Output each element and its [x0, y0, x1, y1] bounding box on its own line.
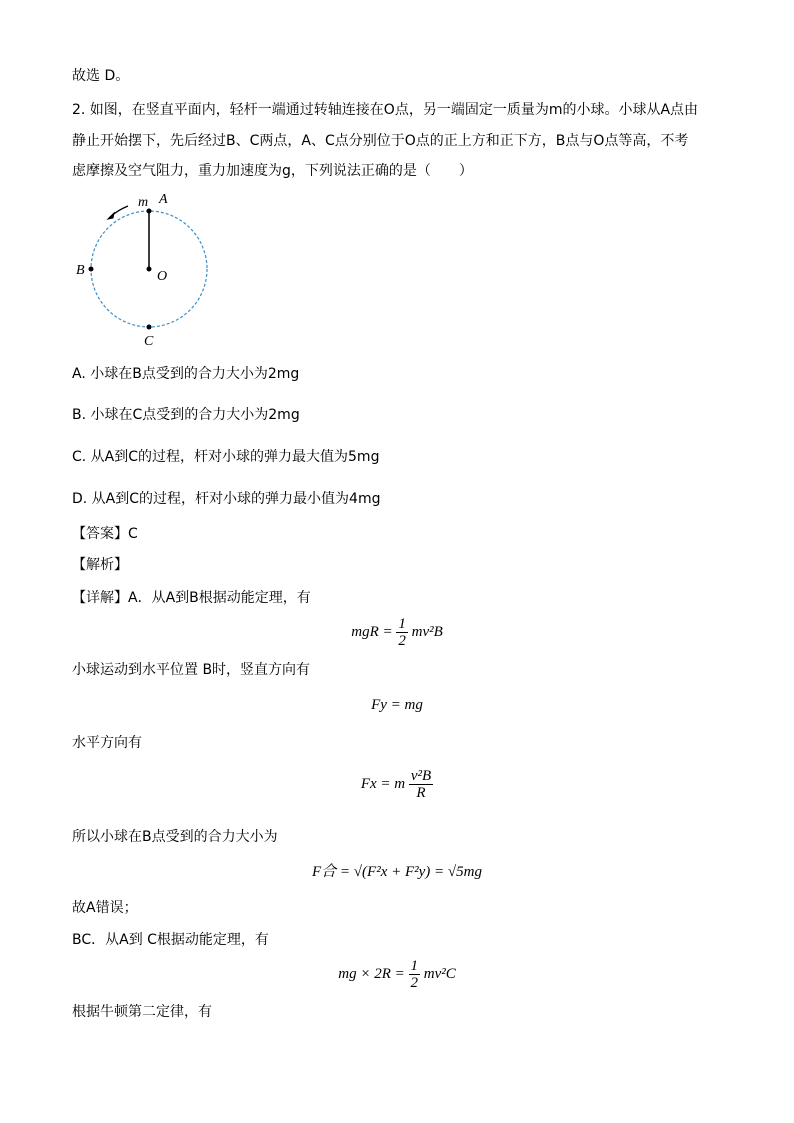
- label-O: O: [157, 269, 168, 284]
- answer-line: 【答案】C: [72, 526, 138, 542]
- label-C: C: [144, 334, 154, 348]
- pendulum-diagram: [72, 188, 222, 348]
- option-a: A. 小球在B点受到的合力大小为2mg: [72, 366, 300, 382]
- point-B: [89, 267, 94, 272]
- text-line: 故选 D。: [72, 68, 130, 84]
- detail-line: 【详解】A．从A到B根据动能定理，有: [72, 590, 311, 606]
- text-line: BC．从A到 C根据动能定理，有: [72, 932, 269, 948]
- text-line: 故A错误；: [72, 900, 138, 916]
- text-line: 水平方向有: [72, 735, 142, 751]
- text-line: 所以小球在B点受到的合力大小为: [72, 829, 278, 845]
- point-C: [147, 325, 152, 330]
- option-c: C. 从A到C的过程，杆对小球的弹力最大值为5mg: [72, 449, 380, 465]
- equation-1: mgR = $\frac{1}{2}$ mv²B: [351, 616, 443, 649]
- label-B: B: [76, 263, 85, 278]
- option-b: B. 小球在C点受到的合力大小为2mg: [72, 407, 300, 423]
- label-m: m: [138, 195, 149, 210]
- question-text: 虑摩擦及空气阻力，重力加速度为g，下列说法正确的是（ ）: [72, 163, 473, 179]
- option-d: D. 从A到C的过程，杆对小球的弹力最小值为4mg: [72, 491, 381, 507]
- analysis-heading: 【解析】: [72, 557, 128, 573]
- question-text: 2. 如图，在竖直平面内，轻杆一端通过转轴连接在O点，另一端固定一质量为m的小球。小球从A点由: [72, 102, 699, 118]
- point-O: [147, 267, 152, 272]
- text-line: 根据牛顿第二定律，有: [72, 1004, 212, 1020]
- label-A: A: [159, 192, 168, 207]
- equation-3: Fx = m $\frac{\text{v²B}}{R}$: [360, 768, 432, 801]
- question-text: 静止开始摆下，先后经过B、C两点，A、C点分别位于O点的正上方和正下方，B点与O点等高，不考: [72, 133, 689, 149]
- equation-5: mg × 2R = $\frac{1}{2}$ mv²C: [338, 958, 456, 991]
- equation-4: F合 = √(F²x + F²y) = √5mg: [312, 864, 482, 880]
- equation-2: Fy = mg: [371, 697, 423, 713]
- text-line: 小球运动到水平位置 B时，竖直方向有: [72, 662, 311, 678]
